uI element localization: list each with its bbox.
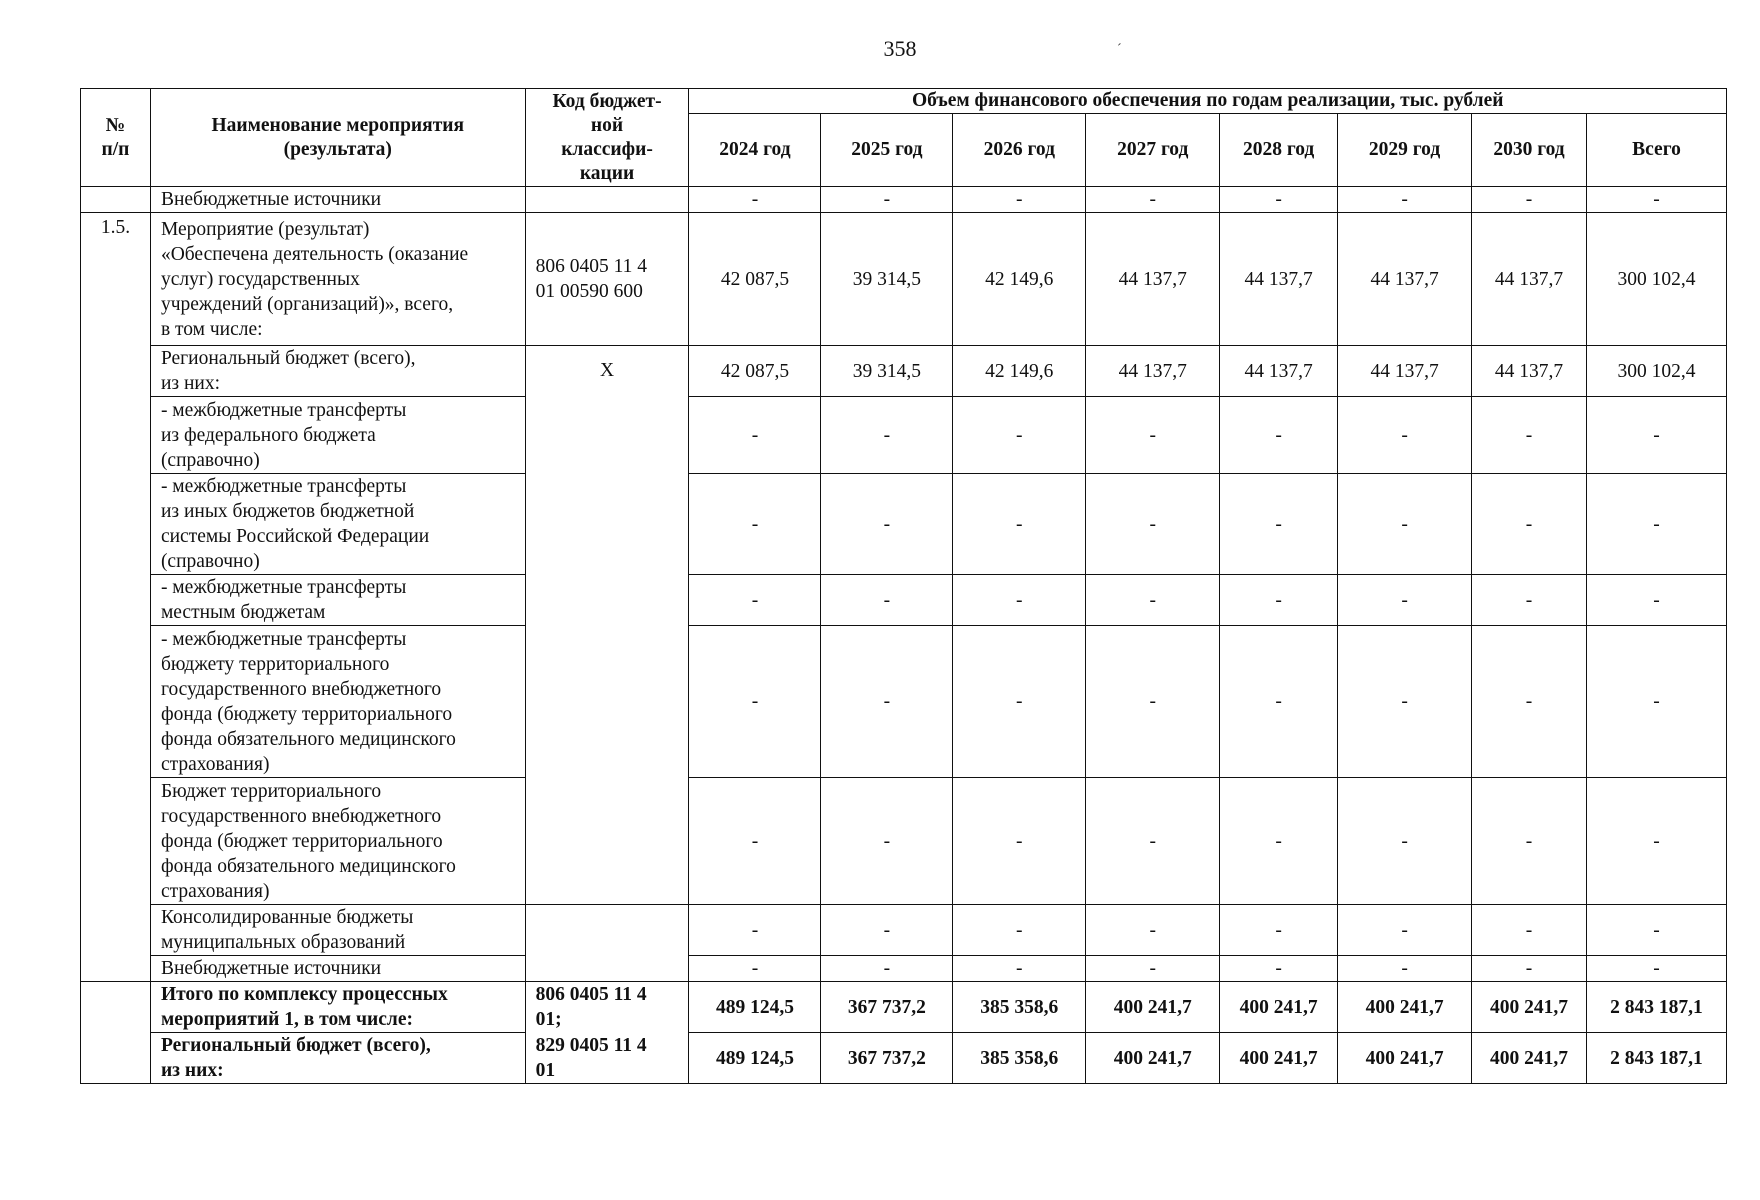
value-cell: - — [1338, 187, 1472, 213]
value-cell: 400 241,7 — [1086, 1033, 1220, 1084]
value-cell: 489 124,5 — [689, 1033, 821, 1084]
value-cell: - — [1472, 956, 1587, 982]
row-name: Внебюджетные источники — [150, 956, 525, 982]
row-number — [81, 982, 151, 1084]
value-cell: - — [1338, 575, 1472, 626]
header-year: 2026 год — [953, 114, 1086, 187]
value-cell: - — [1086, 575, 1220, 626]
value-cell: - — [689, 187, 821, 213]
value-cell: - — [1586, 397, 1726, 474]
value-cell: 42 149,6 — [953, 213, 1086, 346]
table-row — [81, 187, 1727, 213]
value-cell: 400 241,7 — [1220, 982, 1338, 1033]
value-cell: 44 137,7 — [1338, 213, 1472, 346]
value-cell: 2 843 187,1 — [1586, 1033, 1726, 1084]
row-code: 806 0405 11 4 01 00590 600 — [525, 213, 689, 346]
value-cell: - — [1586, 778, 1726, 905]
value-cell: - — [1472, 575, 1587, 626]
value-cell: - — [1220, 905, 1338, 956]
row-number: 1.5. — [81, 213, 151, 982]
value-cell: 42 087,5 — [689, 346, 821, 397]
row-name: Региональный бюджет (всего), из них: — [150, 346, 525, 397]
value-cell: 44 137,7 — [1086, 346, 1220, 397]
row-code: 806 0405 11 4 01; — [525, 982, 689, 1033]
value-cell: 367 737,2 — [821, 982, 953, 1033]
table-row — [81, 346, 1727, 397]
value-cell: - — [1586, 474, 1726, 575]
value-cell: 300 102,4 — [1586, 346, 1726, 397]
value-cell: - — [1338, 778, 1472, 905]
value-cell: - — [1338, 956, 1472, 982]
row-name: - межбюджетные трансферты местным бюджетам — [150, 575, 525, 626]
value-cell: - — [821, 626, 953, 778]
value-cell: 400 241,7 — [1086, 982, 1220, 1033]
value-cell: - — [1220, 778, 1338, 905]
value-cell: - — [953, 187, 1086, 213]
value-cell: - — [1086, 474, 1220, 575]
value-cell: 400 241,7 — [1472, 982, 1587, 1033]
value-cell: - — [1586, 905, 1726, 956]
value-cell: - — [953, 626, 1086, 778]
value-cell: - — [821, 905, 953, 956]
value-cell: - — [953, 575, 1086, 626]
value-cell: 489 124,5 — [689, 982, 821, 1033]
value-cell: 400 241,7 — [1220, 1033, 1338, 1084]
header-year: 2029 год — [1338, 114, 1472, 187]
value-cell: - — [1586, 575, 1726, 626]
table-row — [81, 1033, 1727, 1084]
value-cell: - — [689, 474, 821, 575]
table-row — [81, 956, 1727, 982]
row-name: - межбюджетные трансферты бюджету территориального государственного внебюджетного фонда (бюджету территориального фонда обязательного медицинского страхования) — [150, 626, 525, 778]
page-number: 358 — [883, 36, 917, 61]
value-cell: - — [689, 905, 821, 956]
value-cell: - — [1586, 187, 1726, 213]
value-cell: 2 843 187,1 — [1586, 982, 1726, 1033]
row-name: - межбюджетные трансферты из федерального бюджета (справочно) — [150, 397, 525, 474]
header-year: 2025 год — [821, 114, 953, 187]
value-cell: - — [1338, 626, 1472, 778]
value-cell: - — [953, 905, 1086, 956]
value-cell: - — [953, 397, 1086, 474]
header-row-1 — [81, 89, 1727, 114]
value-cell: - — [1338, 397, 1472, 474]
value-cell: - — [1086, 905, 1220, 956]
value-cell: - — [1220, 397, 1338, 474]
table-row — [81, 982, 1727, 1033]
value-cell: - — [821, 778, 953, 905]
row-name: Региональный бюджет (всего), из них: — [150, 1033, 525, 1084]
header-year: 2030 год — [1472, 114, 1587, 187]
value-cell: 400 241,7 — [1472, 1033, 1587, 1084]
table-row — [81, 626, 1727, 778]
value-cell: - — [1472, 905, 1587, 956]
row-code — [525, 905, 689, 982]
header-year: 2028 год — [1220, 114, 1338, 187]
value-cell: - — [953, 956, 1086, 982]
value-cell: - — [821, 575, 953, 626]
value-cell: - — [1586, 626, 1726, 778]
value-cell: 44 137,7 — [1472, 346, 1587, 397]
value-cell: 44 137,7 — [1472, 213, 1587, 346]
value-cell: - — [1472, 397, 1587, 474]
value-cell: - — [821, 397, 953, 474]
value-cell: - — [689, 956, 821, 982]
row-name: Внебюджетные источники — [150, 187, 525, 213]
value-cell: - — [953, 778, 1086, 905]
value-cell: 400 241,7 — [1338, 1033, 1472, 1084]
value-cell: 44 137,7 — [1086, 213, 1220, 346]
header-year: 2027 год — [1086, 114, 1220, 187]
value-cell: - — [1220, 956, 1338, 982]
value-cell: - — [1220, 575, 1338, 626]
header-code: Код бюджет- ной классифи- кации — [525, 89, 689, 187]
scan-mark: ˊ — [1117, 42, 1122, 57]
row-name: Мероприятие (результат) «Обеспечена деятельность (оказание услуг) государственных учреждений (организаций)», всего, в том числе: — [150, 213, 525, 346]
header-funding: Объем финансового обеспечения по годам реализации, тыс. рублей — [689, 89, 1727, 114]
row-number — [81, 187, 151, 213]
value-cell: - — [1220, 626, 1338, 778]
value-cell: - — [1086, 187, 1220, 213]
value-cell: - — [1086, 397, 1220, 474]
row-name: Консолидированные бюджеты муниципальных образований — [150, 905, 525, 956]
value-cell: - — [1338, 474, 1472, 575]
row-code: 829 0405 11 4 01 — [525, 1033, 689, 1084]
value-cell: - — [821, 956, 953, 982]
value-cell: 385 358,6 — [953, 982, 1086, 1033]
value-cell: 385 358,6 — [953, 1033, 1086, 1084]
value-cell: - — [953, 474, 1086, 575]
table-row — [81, 905, 1727, 956]
table-row — [81, 778, 1727, 905]
value-cell: - — [1220, 474, 1338, 575]
value-cell: 44 137,7 — [1220, 346, 1338, 397]
row-name: - межбюджетные трансферты из иных бюджетов бюджетной системы Российской Федерации (справочно) — [150, 474, 525, 575]
row-name: Бюджет территориального государственного внебюджетного фонда (бюджет территориального фонда обязательного медицинского страхования) — [150, 778, 525, 905]
value-cell: 367 737,2 — [821, 1033, 953, 1084]
value-cell: 44 137,7 — [1220, 213, 1338, 346]
value-cell: - — [1586, 956, 1726, 982]
value-cell: - — [689, 778, 821, 905]
header-total: Всего — [1586, 114, 1726, 187]
value-cell: 44 137,7 — [1338, 346, 1472, 397]
value-cell: 39 314,5 — [821, 346, 953, 397]
budget-table — [80, 88, 1727, 1084]
row-code: Х — [525, 346, 689, 905]
table-row — [81, 213, 1727, 346]
value-cell: - — [689, 575, 821, 626]
value-cell: 42 149,6 — [953, 346, 1086, 397]
value-cell: - — [1086, 778, 1220, 905]
value-cell: 42 087,5 — [689, 213, 821, 346]
row-name: Итого по комплексу процессных мероприятий 1, в том числе: — [150, 982, 525, 1033]
value-cell: - — [821, 474, 953, 575]
value-cell: 39 314,5 — [821, 213, 953, 346]
header-year: 2024 год — [689, 114, 821, 187]
table-row — [81, 397, 1727, 474]
value-cell: - — [689, 626, 821, 778]
value-cell: - — [1472, 626, 1587, 778]
header-name: Наименование мероприятия (результата) — [150, 89, 525, 187]
value-cell: - — [1338, 905, 1472, 956]
row-code — [525, 187, 689, 213]
table-row — [81, 474, 1727, 575]
table-row — [81, 575, 1727, 626]
value-cell: 400 241,7 — [1338, 982, 1472, 1033]
value-cell: - — [821, 187, 953, 213]
value-cell: - — [1086, 626, 1220, 778]
value-cell: - — [1220, 187, 1338, 213]
header-no: № п/п — [81, 89, 151, 187]
value-cell: 300 102,4 — [1586, 213, 1726, 346]
value-cell: - — [1086, 956, 1220, 982]
value-cell: - — [1472, 474, 1587, 575]
value-cell: - — [1472, 187, 1587, 213]
value-cell: - — [689, 397, 821, 474]
value-cell: - — [1472, 778, 1587, 905]
